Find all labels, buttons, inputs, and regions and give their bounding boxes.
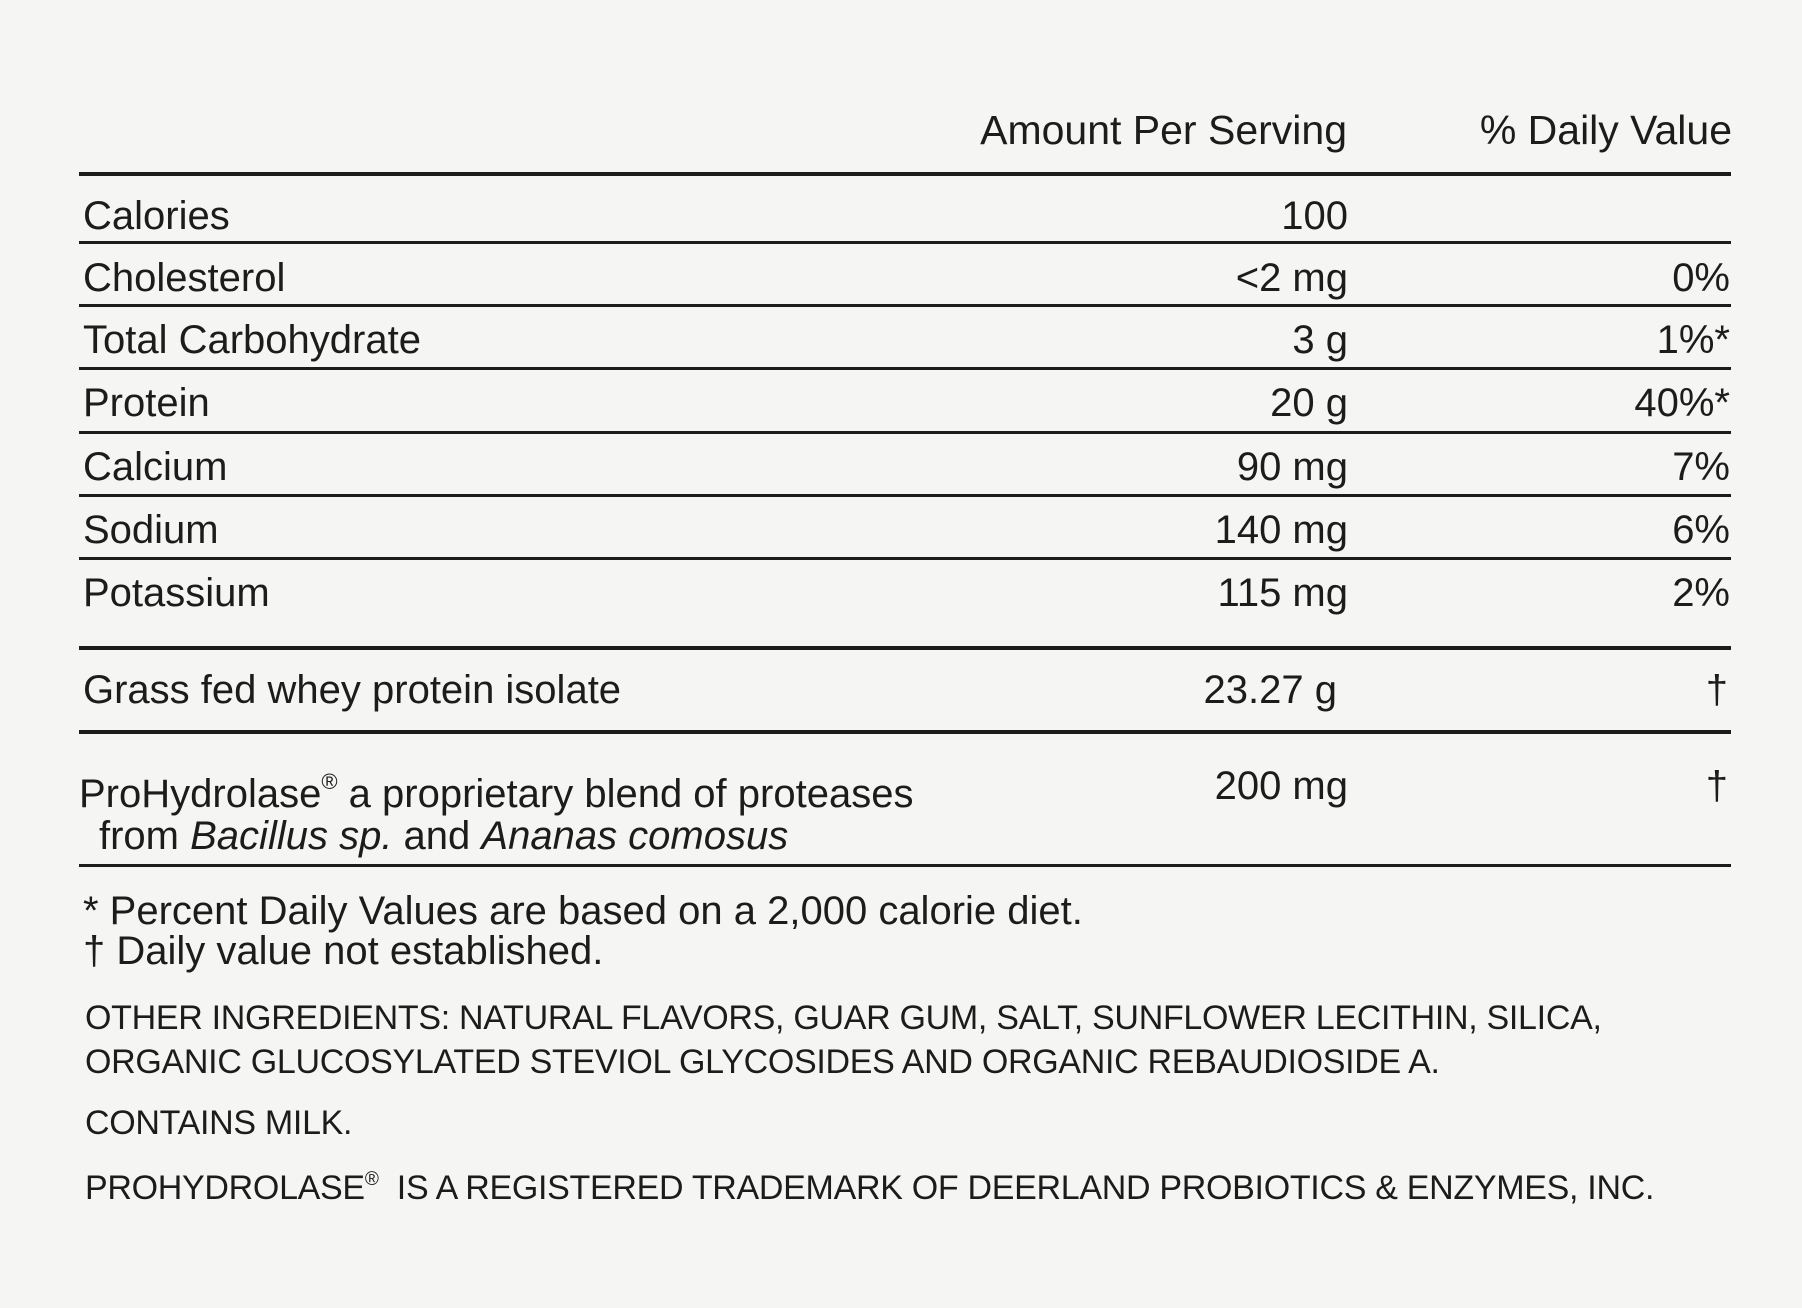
row-divider	[79, 367, 1731, 370]
nutrient-amount: 115 mg	[1217, 571, 1348, 615]
other-ingredients-line1: OTHER INGREDIENTS: NATURAL FLAVORS, GUAR GUM, SALT, SUNFLOWER LECITHIN, SILICA,	[85, 999, 1602, 1037]
supplement-name	[79, 761, 913, 857]
supplement-daily-value: †	[1705, 668, 1728, 712]
daily-value-header: % Daily Value	[1479, 107, 1732, 153]
row-divider	[79, 431, 1731, 434]
percent-daily-value-footnote: * Percent Daily Values are based on a 2,000 calorie diet.	[83, 889, 1083, 933]
amount-per-serving-header: Amount Per Serving	[980, 107, 1347, 153]
row-divider	[79, 557, 1731, 560]
nutrient-name: Total Carbohydrate	[83, 318, 421, 362]
prohydrolase-name: ProHydrolase	[79, 772, 322, 816]
registered-mark: ®	[321, 769, 338, 794]
dagger-footnote: † Daily value not established.	[83, 929, 604, 973]
nutrient-name: Potassium	[83, 571, 270, 615]
nutrient-daily-value: 0%	[1672, 256, 1730, 300]
prohydrolase-source-line	[79, 815, 913, 857]
nutrient-amount: 20 g	[1270, 381, 1348, 425]
section-divider	[79, 646, 1731, 650]
row-divider	[79, 304, 1731, 307]
row-divider	[79, 494, 1731, 497]
trademark-text: IS A REGISTERED TRADEMARK OF DEERLAND PROBIOTICS & ENZYMES, INC.	[378, 1169, 1655, 1207]
nutrient-daily-value: 6%	[1672, 508, 1730, 552]
registered-mark: ®	[364, 1169, 379, 1190]
nutrient-amount: 3 g	[1292, 318, 1348, 362]
nutrient-daily-value: 7%	[1672, 445, 1730, 489]
allergen-statement: CONTAINS MILK.	[85, 1104, 353, 1142]
other-ingredients-line2: ORGANIC GLUCOSYLATED STEVIOL GLYCOSIDES AND ORGANIC REBAUDIOSIDE A.	[85, 1043, 1440, 1081]
nutrient-name: Protein	[83, 381, 210, 425]
section-divider	[79, 864, 1731, 867]
nutrient-name: Calcium	[83, 445, 228, 489]
row-divider	[79, 241, 1731, 244]
nutrient-amount: 140 mg	[1214, 508, 1348, 552]
supplement-name: Grass fed whey protein isolate	[83, 668, 622, 712]
nutrient-name: Calories	[83, 194, 230, 238]
header-divider	[79, 172, 1731, 176]
supplement-amount: 200 mg	[1214, 764, 1348, 808]
trademark-brand: PROHYDROLASE	[85, 1169, 365, 1207]
nutrient-amount: 100	[1281, 194, 1348, 238]
nutrient-amount: <2 mg	[1235, 256, 1348, 300]
section-divider	[79, 730, 1731, 734]
supplement-daily-value: †	[1705, 764, 1728, 808]
nutrient-name: Cholesterol	[83, 256, 286, 300]
nutrient-daily-value: 1%*	[1656, 318, 1730, 362]
prohydrolase-description: a proprietary blend of proteases	[337, 772, 914, 816]
nutrient-name: Sodium	[83, 508, 219, 552]
nutrient-daily-value: 2%	[1672, 571, 1730, 615]
source-bacillus: Bacillus sp.	[190, 814, 393, 858]
source-prefix: from	[99, 814, 191, 858]
supplement-amount: 23.27 g	[1203, 668, 1337, 712]
nutrient-daily-value: 40%*	[1634, 381, 1730, 425]
trademark-statement	[85, 1158, 1654, 1210]
nutrient-amount: 90 mg	[1236, 445, 1348, 489]
source-ananas: Ananas comosus	[481, 814, 789, 858]
source-conjunction: and	[392, 814, 482, 858]
